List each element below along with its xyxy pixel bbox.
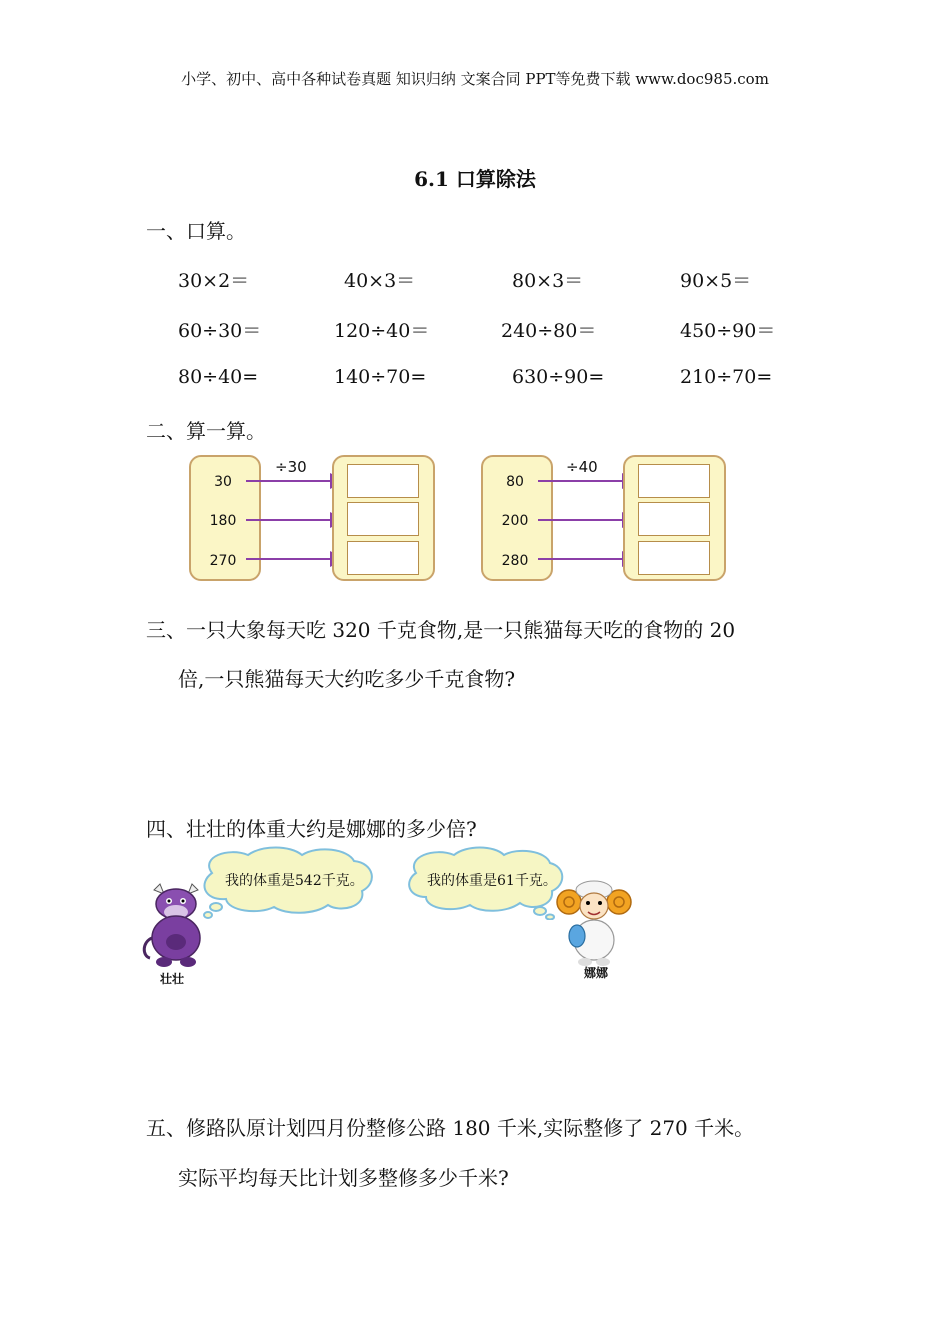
input-value: 80 [506, 474, 524, 490]
section5-line2: 实际平均每天比计划多整修多少千米? [178, 1166, 509, 1190]
section4-heading: 四、壮壮的体重大约是娜娜的多少倍? [146, 817, 477, 841]
input-value: 180 [209, 513, 237, 529]
speech-bubble-2-text: 我的体重是61千克。 [427, 873, 557, 889]
section5-line1: 五、修路队原计划四月份整修公路 180 千米,实际整修了 270 千米。 [146, 1116, 755, 1140]
operation-label: ÷40 [566, 458, 598, 476]
section1-heading: 一、口算。 [146, 219, 246, 243]
problem: 450÷90＝ [680, 320, 776, 342]
section3-line2: 倍,一只熊猫每天大约吃多少千克食物? [178, 667, 516, 691]
section2-heading: 二、算一算。 [146, 419, 266, 443]
sheep-character-icon [555, 878, 635, 968]
page-header: 小学、初中、高中各种试卷真题 知识归纳 文案合同 PPT等免费下载 www.doc985.com [181, 70, 769, 88]
problem: 210÷70= [680, 366, 773, 388]
answer-box[interactable] [638, 502, 710, 536]
problem: 240÷80＝ [501, 320, 597, 342]
answer-box[interactable] [638, 541, 710, 575]
problem: 30×2＝ [178, 270, 250, 292]
answer-box[interactable] [347, 464, 419, 498]
input-value: 270 [209, 553, 237, 569]
section3-line1: 三、一只大象每天吃 320 千克食物,是一只熊猫每天吃的食物的 20 [146, 618, 736, 642]
speech-bubble-1-text: 我的体重是542千克。 [225, 873, 364, 889]
problem: 90×5＝ [680, 270, 752, 292]
page-title: 6.1 口算除法 [414, 167, 536, 191]
cow-character-icon [140, 882, 210, 972]
character-name-2: 娜娜 [584, 966, 609, 980]
problem: 630÷90= [512, 366, 605, 388]
problem: 120÷40＝ [334, 320, 430, 342]
operation-label: ÷30 [275, 458, 307, 476]
problem: 80÷40= [178, 366, 259, 388]
character-name-1: 壮壮 [160, 972, 185, 986]
problem: 60÷30＝ [178, 320, 262, 342]
input-value: 200 [501, 513, 529, 529]
answer-box[interactable] [638, 464, 710, 498]
input-value: 280 [501, 553, 529, 569]
problem: 40×3＝ [344, 270, 416, 292]
problem: 140÷70= [334, 366, 427, 388]
problem: 80×3＝ [512, 270, 584, 292]
answer-box[interactable] [347, 502, 419, 536]
answer-box[interactable] [347, 541, 419, 575]
input-value: 30 [214, 474, 232, 490]
